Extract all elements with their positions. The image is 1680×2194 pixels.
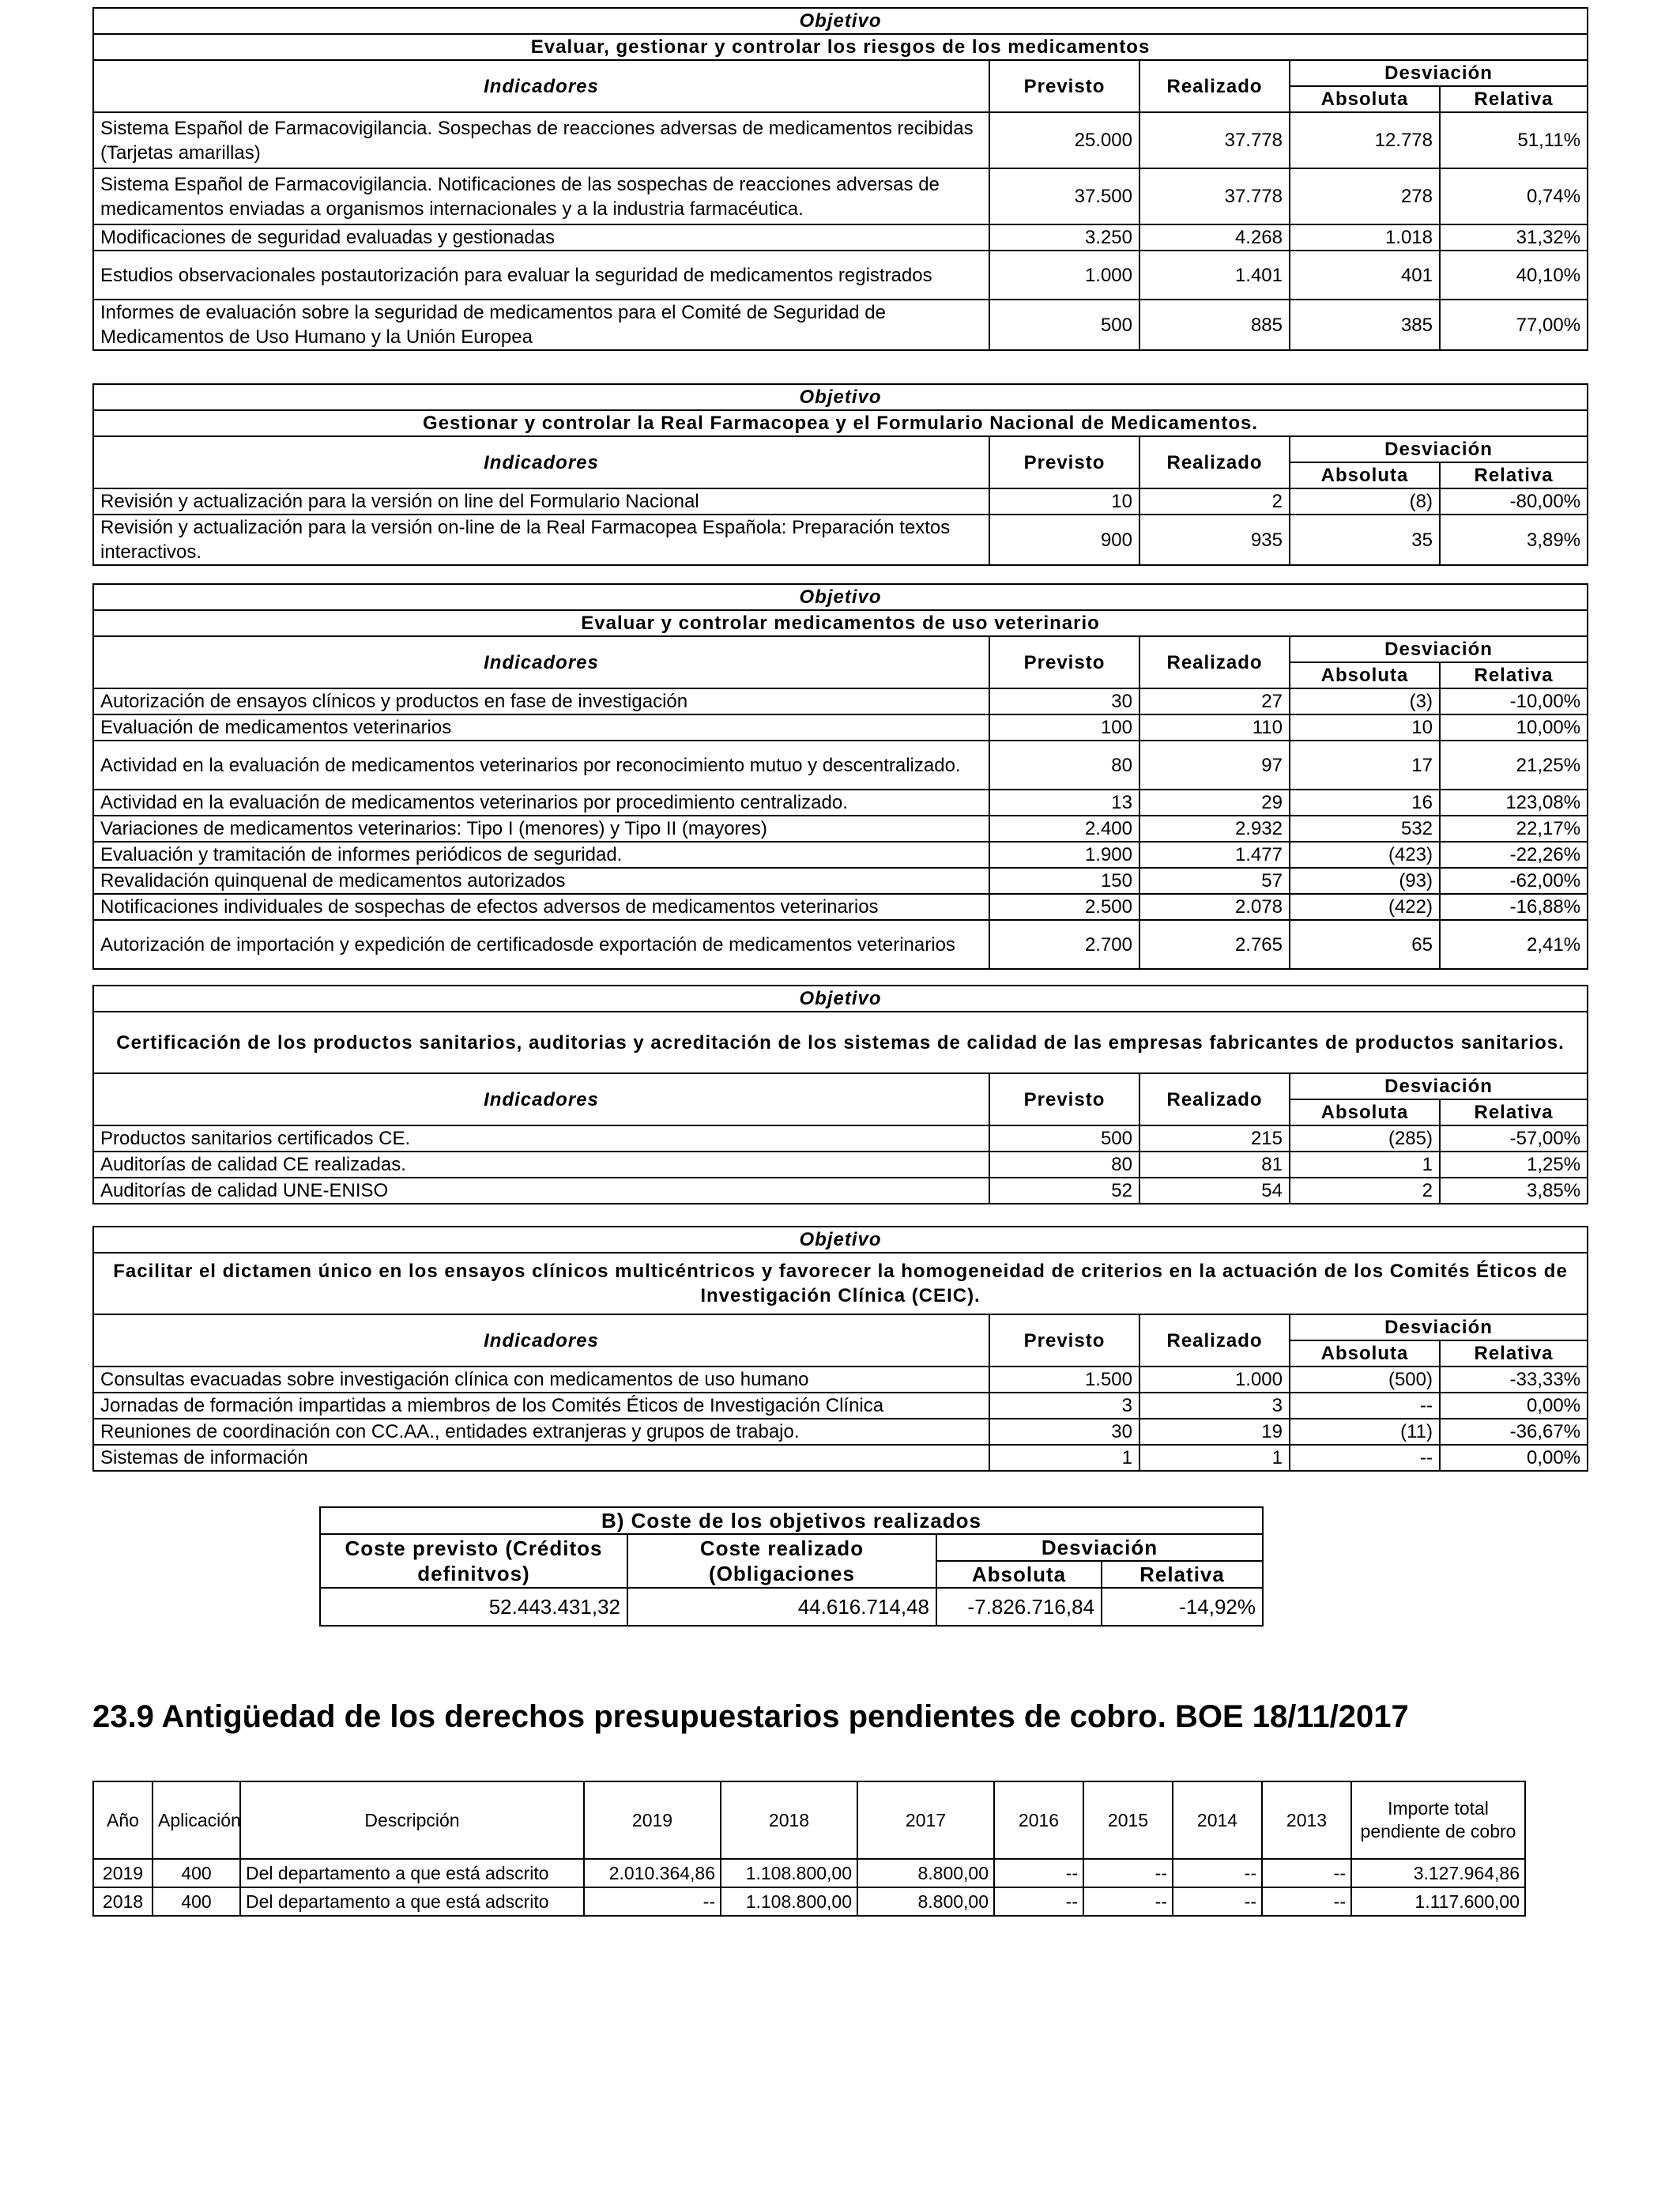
absoluta-header: Absoluta (1290, 1340, 1440, 1367)
realizado-value: 3 (1139, 1393, 1290, 1419)
previsto-value: 2.700 (989, 920, 1139, 969)
relativa-value: -10,00% (1440, 688, 1588, 714)
desviacion-header: Desviación (1290, 436, 1588, 462)
realizado-header: Realizado (1139, 636, 1290, 688)
realizado-value: 2.078 (1139, 894, 1290, 920)
indicator-label: Notificaciones individuales de sospechas de efectos adversos de medicamentos veterinarios (93, 894, 989, 920)
antiguedad-cell: 400 (153, 1859, 240, 1887)
absoluta-value: (93) (1290, 868, 1440, 894)
indicator-label: Reuniones de coordinación con CC.AA., entidades extranjeras y grupos de trabajo. (93, 1419, 989, 1445)
indicadores-header: Indicadores (93, 436, 989, 488)
indicator-label: Sistemas de información (93, 1445, 989, 1471)
realizado-value: 2.932 (1139, 816, 1290, 842)
previsto-value: 2.400 (989, 816, 1139, 842)
relativa-header: Relativa (1440, 462, 1588, 488)
realizado-value: 2.765 (1139, 920, 1290, 969)
realizado-value: 27 (1139, 688, 1290, 714)
objective-table (92, 7, 1588, 351)
absoluta-value: 532 (1290, 816, 1440, 842)
objetivo-label: Objetivo (93, 384, 1588, 410)
antiguedad-cell: -- (994, 1887, 1083, 1916)
absoluta-value: -- (1290, 1393, 1440, 1419)
relativa-value: 3,89% (1440, 515, 1588, 565)
previsto-value: 500 (989, 1125, 1139, 1152)
indicator-label: Variaciones de medicamentos veterinarios: Tipo I (menores) y Tipo II (mayores) (93, 816, 989, 842)
realizado-value: 97 (1139, 741, 1290, 790)
antiguedad-cell: -- (994, 1859, 1083, 1887)
relativa-value: 40,10% (1440, 251, 1588, 300)
realizado-value: 1 (1139, 1445, 1290, 1471)
table-row (93, 168, 1588, 224)
realizado-value: 37.778 (1139, 112, 1290, 168)
table-row (93, 1152, 1588, 1178)
objetivo-label: Objetivo (93, 986, 1588, 1012)
realizado-value: 1.000 (1139, 1367, 1290, 1393)
antiguedad-header-cell: 2017 (857, 1781, 994, 1859)
relativa-header: Relativa (1440, 86, 1588, 112)
table-row (93, 515, 1588, 565)
antiguedad-header-cell: Descripción (240, 1781, 584, 1859)
relativa-value: -33,33% (1440, 1367, 1588, 1393)
absoluta-value: 278 (1290, 168, 1440, 224)
indicator-label: Revalidación quinquenal de medicamentos autorizados (93, 868, 989, 894)
antiguedad-header-cell: 2015 (1083, 1781, 1173, 1859)
objective-title: Facilitar el dictamen único en los ensayos clínicos multicéntricos y favorecer la homogeneidad de criterios en la actuación de los Comités Éticos de Investigación Clínica (CEIC). (93, 1253, 1588, 1314)
antiguedad-header-cell: 2019 (584, 1781, 721, 1859)
table-row (93, 1125, 1588, 1152)
previsto-value: 3.250 (989, 224, 1139, 251)
objective-table (92, 383, 1588, 566)
absoluta-value: (285) (1290, 1125, 1440, 1152)
antiguedad-cell: 2019 (93, 1859, 153, 1887)
antiguedad-cell: 1.108.800,00 (721, 1859, 857, 1887)
antiguedad-cell: 1.108.800,00 (721, 1887, 857, 1916)
table-row (93, 894, 1588, 920)
desviacion-header: Desviación (1290, 1314, 1588, 1340)
realizado-value: 54 (1139, 1178, 1290, 1204)
realizado-value: 1.401 (1139, 251, 1290, 300)
realizado-value: 215 (1139, 1125, 1290, 1152)
antiguedad-header-cell: Año (93, 1781, 153, 1859)
objective-table (92, 583, 1588, 970)
objective-title: Evaluar, gestionar y controlar los riesgos de los medicamentos (93, 34, 1588, 60)
absoluta-header: Absoluta (1290, 462, 1440, 488)
realizado-value: 19 (1139, 1419, 1290, 1445)
table-row (93, 920, 1588, 969)
section-heading: 23.9 Antigüedad de los derechos presupuestarios pendientes de cobro. BOE 18/11/2017 (92, 1699, 1409, 1734)
indicadores-header: Indicadores (93, 60, 989, 112)
indicator-label: Autorización de importación y expedición de certificadosde exportación de medicamentos veterinarios (93, 920, 989, 969)
previsto-header: Previsto (989, 60, 1139, 112)
relativa-value: -57,00% (1440, 1125, 1588, 1152)
previsto-value: 30 (989, 688, 1139, 714)
relativa-value: 1,25% (1440, 1152, 1588, 1178)
indicadores-header: Indicadores (93, 1073, 989, 1125)
objetivo-label: Objetivo (93, 584, 1588, 610)
previsto-value: 500 (989, 300, 1139, 350)
previsto-header: Previsto (989, 1314, 1139, 1367)
antiguedad-header-cell: 2018 (721, 1781, 857, 1859)
indicadores-header: Indicadores (93, 1314, 989, 1367)
previsto-value: 3 (989, 1393, 1139, 1419)
table-row (93, 842, 1588, 868)
absoluta-value: 17 (1290, 741, 1440, 790)
relativa-header: Relativa (1440, 1099, 1588, 1125)
antiguedad-header-cell: 2014 (1173, 1781, 1262, 1859)
previsto-value: 1.000 (989, 251, 1139, 300)
relativa-value: 22,17% (1440, 816, 1588, 842)
antiguedad-header-row (93, 1781, 1525, 1859)
previsto-value: 10 (989, 488, 1139, 515)
objetivo-label: Objetivo (93, 1227, 1588, 1253)
indicator-label: Autorización de ensayos clínicos y productos en fase de investigación (93, 688, 989, 714)
relativa-value: 31,32% (1440, 224, 1588, 251)
realizado-value: 2 (1139, 488, 1290, 515)
table-row (93, 1419, 1588, 1445)
indicator-label: Estudios observacionales postautorización para evaluar la seguridad de medicamentos registrados (93, 251, 989, 300)
previsto-header: Previsto (989, 1073, 1139, 1125)
realizado-value: 29 (1139, 790, 1290, 816)
realizado-header: Realizado (1139, 436, 1290, 488)
objective-table (92, 985, 1588, 1204)
previsto-value: 37.500 (989, 168, 1139, 224)
antiguedad-cell: 1.117.600,00 (1351, 1887, 1525, 1916)
desviacion-header: Desviación (1290, 1073, 1588, 1099)
coste-prev-value: 52.443.431,32 (320, 1588, 627, 1626)
absoluta-value: 35 (1290, 515, 1440, 565)
realizado-value: 935 (1139, 515, 1290, 565)
table-row (93, 688, 1588, 714)
absoluta-header: Absoluta (1290, 86, 1440, 112)
relativa-value: -22,26% (1440, 842, 1588, 868)
absoluta-value: 2 (1290, 1178, 1440, 1204)
coste-abs-header: Absoluta (936, 1561, 1102, 1588)
antiguedad-cell: 8.800,00 (857, 1887, 994, 1916)
realizado-header: Realizado (1139, 1314, 1290, 1367)
previsto-header: Previsto (989, 636, 1139, 688)
table-row (93, 488, 1588, 515)
table-row (93, 714, 1588, 741)
relativa-value: -80,00% (1440, 488, 1588, 515)
relativa-value: -36,67% (1440, 1419, 1588, 1445)
realizado-header: Realizado (1139, 60, 1290, 112)
absoluta-value: 10 (1290, 714, 1440, 741)
indicator-label: Sistema Español de Farmacovigilancia. Sospechas de reacciones adversas de medicamentos recibidas (Tarjetas amarillas) (93, 112, 989, 168)
objetivo-label: Objetivo (93, 8, 1588, 34)
relativa-value: -16,88% (1440, 894, 1588, 920)
coste-title: B) Coste de los objetivos realizados (320, 1507, 1263, 1534)
relativa-value: 21,25% (1440, 741, 1588, 790)
coste-rel-value: -14,92% (1102, 1588, 1263, 1626)
absoluta-value: (8) (1290, 488, 1440, 515)
realizado-value: 81 (1139, 1152, 1290, 1178)
realizado-value: 37.778 (1139, 168, 1290, 224)
indicator-label: Revisión y actualización para la versión on line del Formulario Nacional (93, 488, 989, 515)
absoluta-header: Absoluta (1290, 662, 1440, 688)
realizado-value: 110 (1139, 714, 1290, 741)
previsto-value: 1.500 (989, 1367, 1139, 1393)
coste-prev-header: Coste previsto (Créditos definitvos) (320, 1534, 627, 1588)
coste-table (319, 1506, 1264, 1627)
coste-rel-header: Relativa (1102, 1561, 1263, 1588)
relativa-value: 77,00% (1440, 300, 1588, 350)
antiguedad-cell: -- (1262, 1887, 1351, 1916)
previsto-value: 30 (989, 1419, 1139, 1445)
indicator-label: Revisión y actualización para la versión on-line de la Real Farmacopea Española: Preparación textos interactivos. (93, 515, 989, 565)
antiguedad-cell: 3.127.964,86 (1351, 1859, 1525, 1887)
realizado-value: 1.477 (1139, 842, 1290, 868)
table-row (93, 112, 1588, 168)
absoluta-value: 1 (1290, 1152, 1440, 1178)
desviacion-header: Desviación (1290, 60, 1588, 86)
indicator-label: Productos sanitarios certificados CE. (93, 1125, 989, 1152)
relativa-value: -62,00% (1440, 868, 1588, 894)
relativa-value: 123,08% (1440, 790, 1588, 816)
previsto-value: 13 (989, 790, 1139, 816)
table-row (93, 816, 1588, 842)
objective-title: Gestionar y controlar la Real Farmacopea y el Formulario Nacional de Medicamentos. (93, 410, 1588, 436)
absoluta-value: (11) (1290, 1419, 1440, 1445)
relativa-header: Relativa (1440, 662, 1588, 688)
relativa-value: 0,00% (1440, 1445, 1588, 1471)
antiguedad-header-cell: 2013 (1262, 1781, 1351, 1859)
antiguedad-cell: 400 (153, 1887, 240, 1916)
antiguedad-cell: -- (1262, 1859, 1351, 1887)
table-row (93, 1178, 1588, 1204)
antiguedad-cell: 8.800,00 (857, 1859, 994, 1887)
antiguedad-cell: 2018 (93, 1887, 153, 1916)
antiguedad-body (93, 1859, 1525, 1916)
table-row (93, 251, 1588, 300)
antiguedad-cell: -- (1083, 1887, 1173, 1916)
absoluta-value: (423) (1290, 842, 1440, 868)
previsto-value: 1.900 (989, 842, 1139, 868)
previsto-value: 900 (989, 515, 1139, 565)
table-row (93, 1887, 1525, 1916)
coste-desv-header: Desviación (936, 1534, 1263, 1561)
antiguedad-cell: Del departamento a que está adscrito (240, 1887, 584, 1916)
table-row (93, 741, 1588, 790)
antiguedad-cell: -- (1083, 1859, 1173, 1887)
realizado-value: 885 (1139, 300, 1290, 350)
absoluta-value: 65 (1290, 920, 1440, 969)
indicator-label: Sistema Español de Farmacovigilancia. Notificaciones de las sospechas de reacciones adversas de medicamentos enviadas a organismos internacionales y a la industria farmacéutica. (93, 168, 989, 224)
indicator-label: Jornadas de formación impartidas a miembros de los Comités Éticos de Investigación Clínica (93, 1393, 989, 1419)
relativa-value: 3,85% (1440, 1178, 1588, 1204)
indicator-label: Auditorías de calidad UNE-ENISO (93, 1178, 989, 1204)
objective-title: Certificación de los productos sanitarios, auditorias y acreditación de los sistemas de calidad de las empresas fabricantes de productos sanitarios. (93, 1012, 1588, 1073)
objective-title: Evaluar y controlar medicamentos de uso veterinario (93, 610, 1588, 636)
table-row (93, 1367, 1588, 1393)
antiguedad-cell: Del departamento a que está adscrito (240, 1859, 584, 1887)
relativa-header: Relativa (1440, 1340, 1588, 1367)
previsto-value: 80 (989, 741, 1139, 790)
table-row (93, 1393, 1588, 1419)
coste-abs-value: -7.826.716,84 (936, 1588, 1102, 1626)
absoluta-value: 401 (1290, 251, 1440, 300)
absoluta-value: -- (1290, 1445, 1440, 1471)
relativa-value: 2,41% (1440, 920, 1588, 969)
absoluta-value: (3) (1290, 688, 1440, 714)
realizado-value: 57 (1139, 868, 1290, 894)
relativa-value: 0,74% (1440, 168, 1588, 224)
previsto-value: 80 (989, 1152, 1139, 1178)
relativa-value: 0,00% (1440, 1393, 1588, 1419)
table-row (93, 790, 1588, 816)
antiguedad-header-cell: Aplicación (153, 1781, 240, 1859)
indicator-label: Actividad en la evaluación de medicamentos veterinarios por reconocimiento mutuo y descentralizado. (93, 741, 989, 790)
antiguedad-table (92, 1781, 1526, 1917)
table-row (93, 224, 1588, 251)
coste-real-header: Coste realizado (Obligaciones (627, 1534, 936, 1588)
table-row (93, 1445, 1588, 1471)
antiguedad-cell: -- (584, 1887, 721, 1916)
coste-real-value: 44.616.714,48 (627, 1588, 936, 1626)
antiguedad-header-cell: Importe total pendiente de cobro (1351, 1781, 1525, 1859)
previsto-value: 2.500 (989, 894, 1139, 920)
indicator-label: Auditorías de calidad CE realizadas. (93, 1152, 989, 1178)
indicator-label: Evaluación de medicamentos veterinarios (93, 714, 989, 741)
antiguedad-cell: 2.010.364,86 (584, 1859, 721, 1887)
indicator-label: Consultas evacuadas sobre investigación clínica con medicamentos de uso humano (93, 1367, 989, 1393)
table-row (93, 1859, 1525, 1887)
realizado-header: Realizado (1139, 1073, 1290, 1125)
antiguedad-cell: -- (1173, 1887, 1262, 1916)
previsto-value: 100 (989, 714, 1139, 741)
antiguedad-cell: -- (1173, 1859, 1262, 1887)
previsto-value: 1 (989, 1445, 1139, 1471)
objective-table (92, 1226, 1588, 1472)
absoluta-header: Absoluta (1290, 1099, 1440, 1125)
absoluta-value: 12.778 (1290, 112, 1440, 168)
relativa-value: 10,00% (1440, 714, 1588, 741)
absoluta-value: 385 (1290, 300, 1440, 350)
previsto-value: 25.000 (989, 112, 1139, 168)
previsto-value: 52 (989, 1178, 1139, 1204)
antiguedad-header-cell: 2016 (994, 1781, 1083, 1859)
indicator-label: Evaluación y tramitación de informes periódicos de seguridad. (93, 842, 989, 868)
indicator-label: Modificaciones de seguridad evaluadas y gestionadas (93, 224, 989, 251)
absoluta-value: 1.018 (1290, 224, 1440, 251)
previsto-header: Previsto (989, 436, 1139, 488)
indicator-label: Actividad en la evaluación de medicamentos veterinarios por procedimiento centralizado. (93, 790, 989, 816)
realizado-value: 4.268 (1139, 224, 1290, 251)
indicadores-header: Indicadores (93, 636, 989, 688)
table-row (93, 300, 1588, 350)
previsto-value: 150 (989, 868, 1139, 894)
table-row (93, 868, 1588, 894)
relativa-value: 51,11% (1440, 112, 1588, 168)
indicator-label: Informes de evaluación sobre la seguridad de medicamentos para el Comité de Seguridad de Medicamentos de Uso Humano y la Unión Europea (93, 300, 989, 350)
absoluta-value: (422) (1290, 894, 1440, 920)
absoluta-value: (500) (1290, 1367, 1440, 1393)
absoluta-value: 16 (1290, 790, 1440, 816)
desviacion-header: Desviación (1290, 636, 1588, 662)
